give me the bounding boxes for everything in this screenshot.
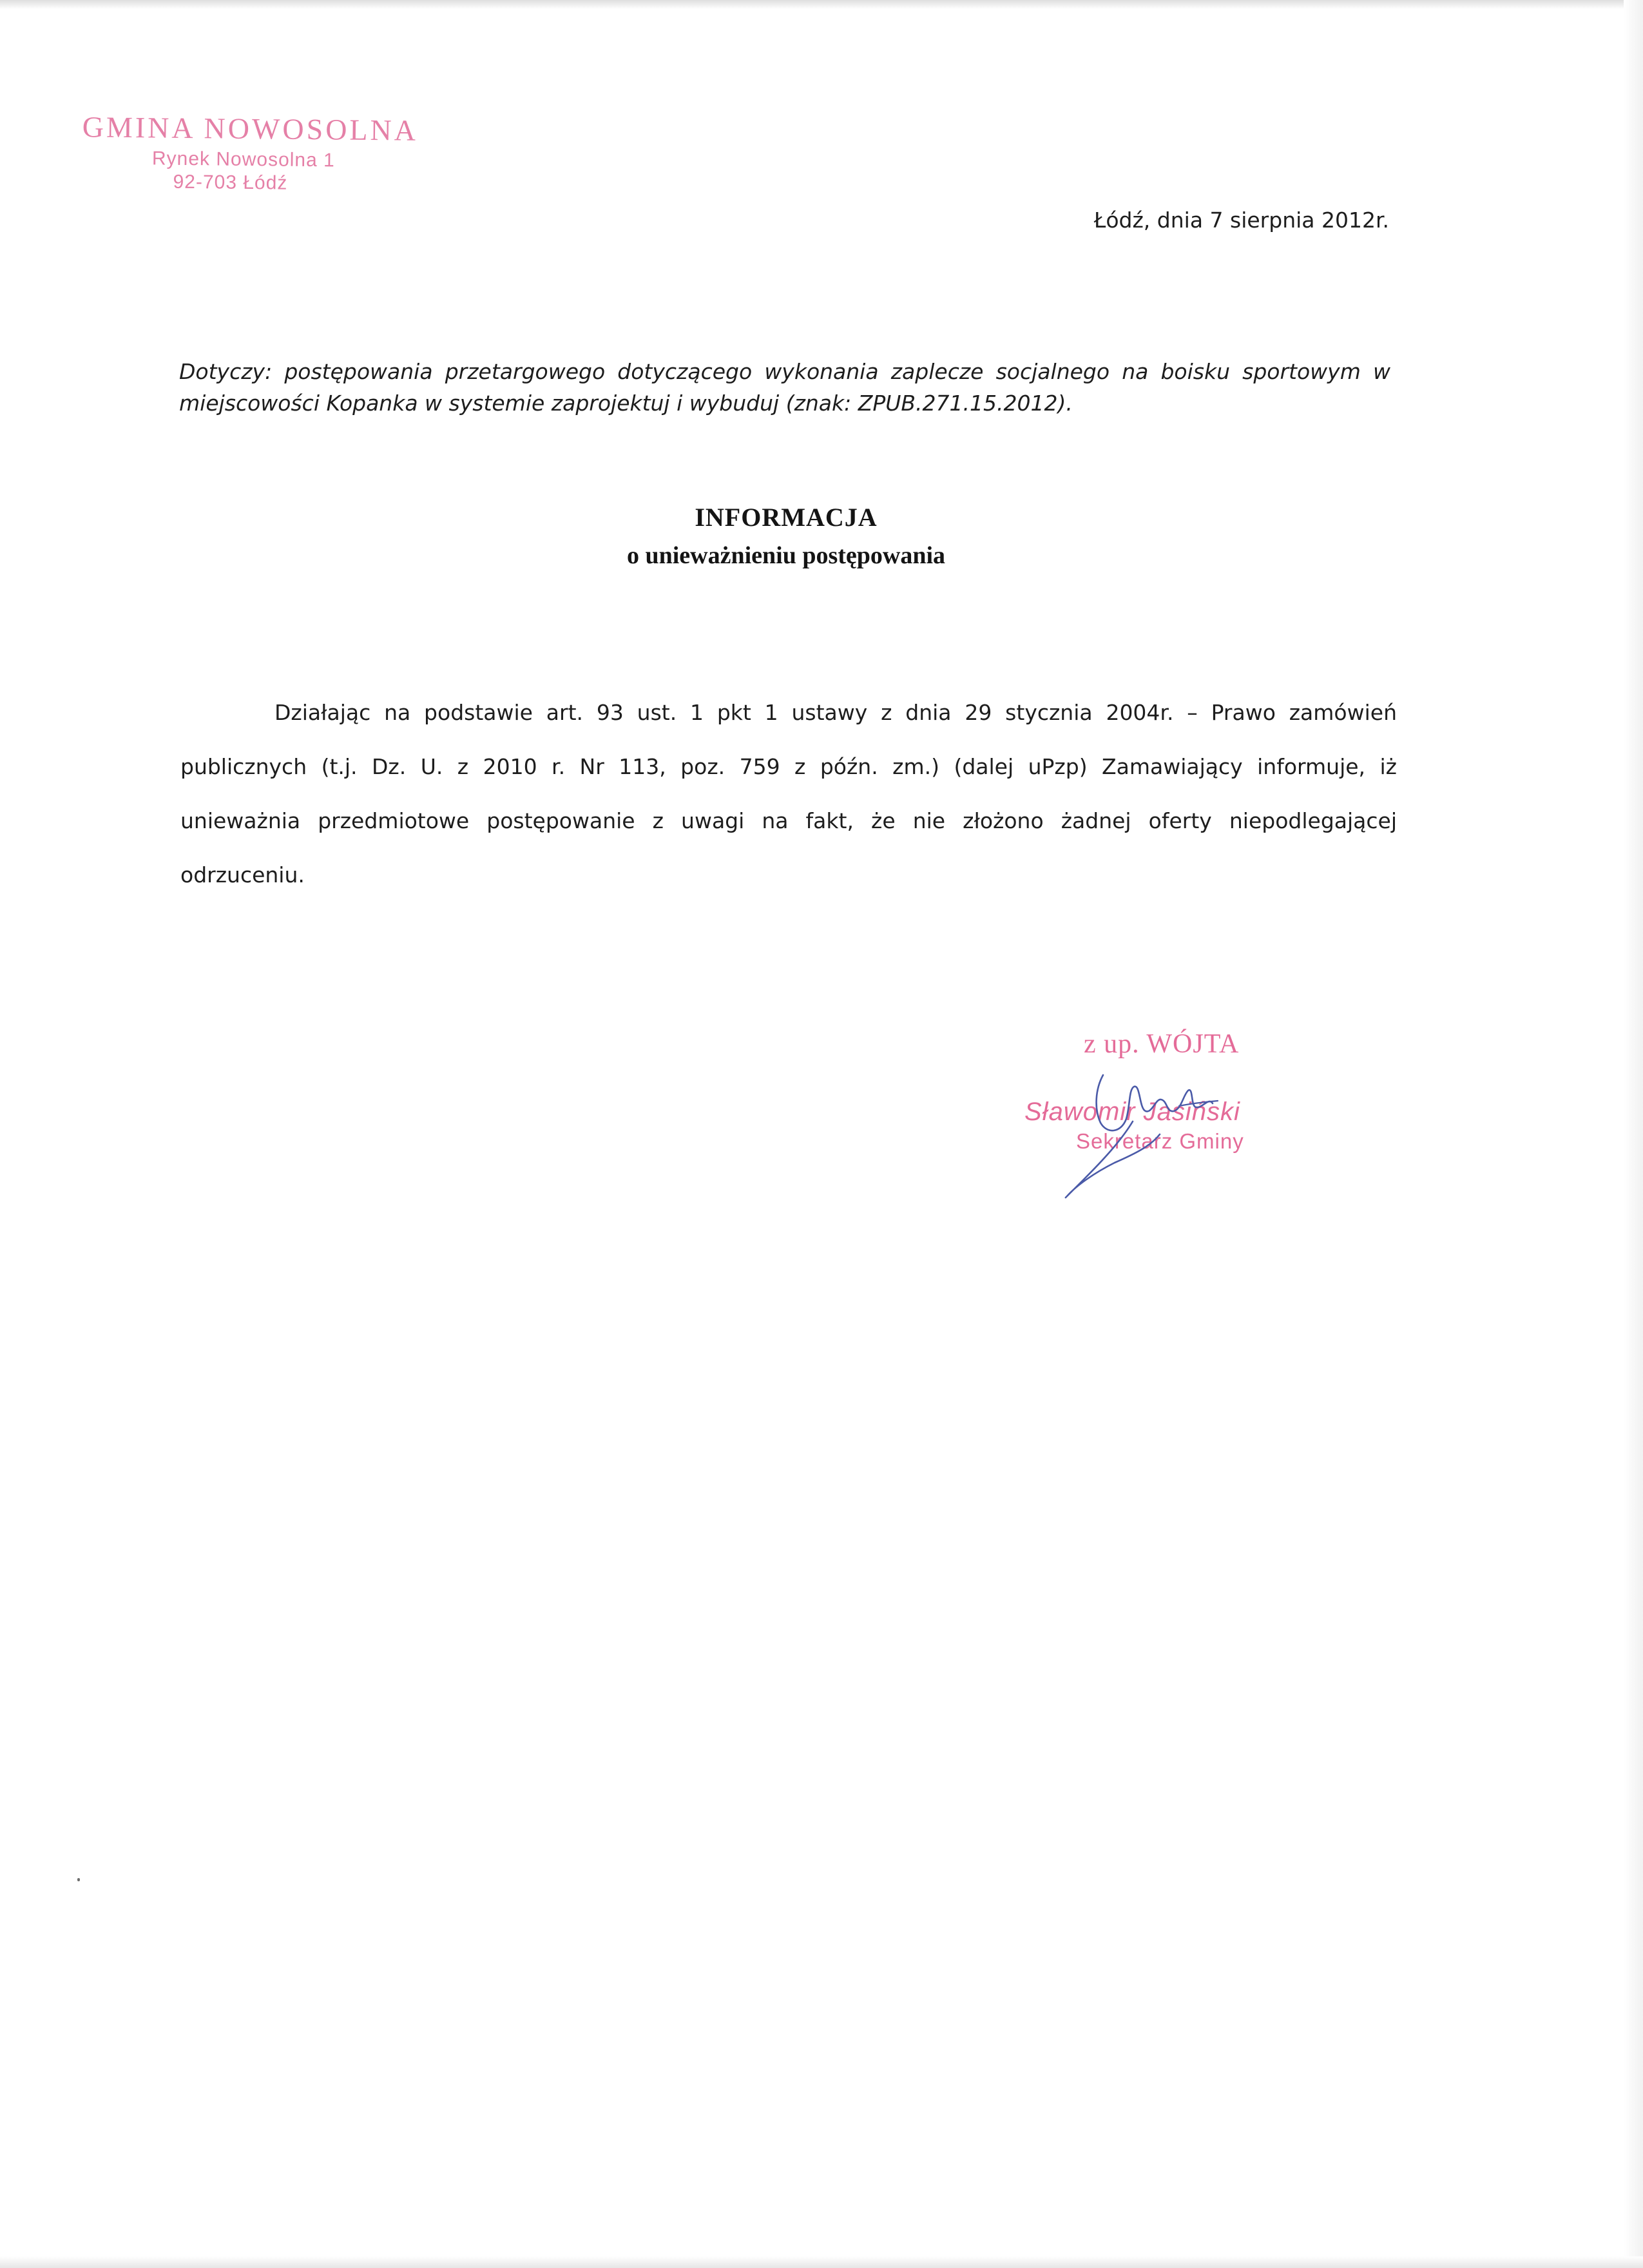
subject-line: Dotyczy: postępowania przetargowego dotyczącego wykonania zaplecze socjalnego na boisku sportowym w miejscowości Kopanka w systemie zaprojektuj i wybuduj (znak: ZPUB.271.15.2012).: [179, 359, 1390, 416]
handwritten-signature-icon: [1024, 1044, 1295, 1212]
body-paragraph: Działając na podstawie art. 93 ust. 1 pkt 1 ustawy z dnia 29 stycznia 2004r. – Prawo zamówień publicznych (t.j. Dz. U. z 2010 r. Nr 113, poz. 759 z późn. zm.) (dalej uPzp) Zamawiający informuje, iż unieważnia przedmiotowe postępowanie z uwagi na fakt, że nie złożono żadnej oferty niepodlegającej odrzuceniu.: [180, 700, 1397, 887]
stamp-address-city: 92-703 Łódź: [173, 171, 288, 194]
document-subtitle: o unieważnieniu postępowania: [626, 542, 946, 569]
stamp-address-street: Rynek Nowosolna 1: [151, 148, 335, 171]
scan-edge-bottom: [0, 2256, 1643, 2268]
stamp-office-name: GMINA NOWOSOLNA: [82, 110, 419, 147]
scan-edge-right: [1624, 0, 1643, 2268]
office-stamp: [69, 108, 430, 197]
signer-role: Sekretarz Gminy: [1076, 1129, 1244, 1153]
document-title: INFORMACJA: [695, 503, 878, 532]
scan-speck: [77, 1878, 80, 1881]
date-line: Łódź, dnia 7 sierpnia 2012r.: [1093, 208, 1389, 233]
scan-edge-top: [0, 0, 1643, 9]
signature-proxy-label: z up. WÓJTA: [1084, 1029, 1240, 1059]
signer-name: Sławomir Jasiński: [1024, 1098, 1240, 1126]
